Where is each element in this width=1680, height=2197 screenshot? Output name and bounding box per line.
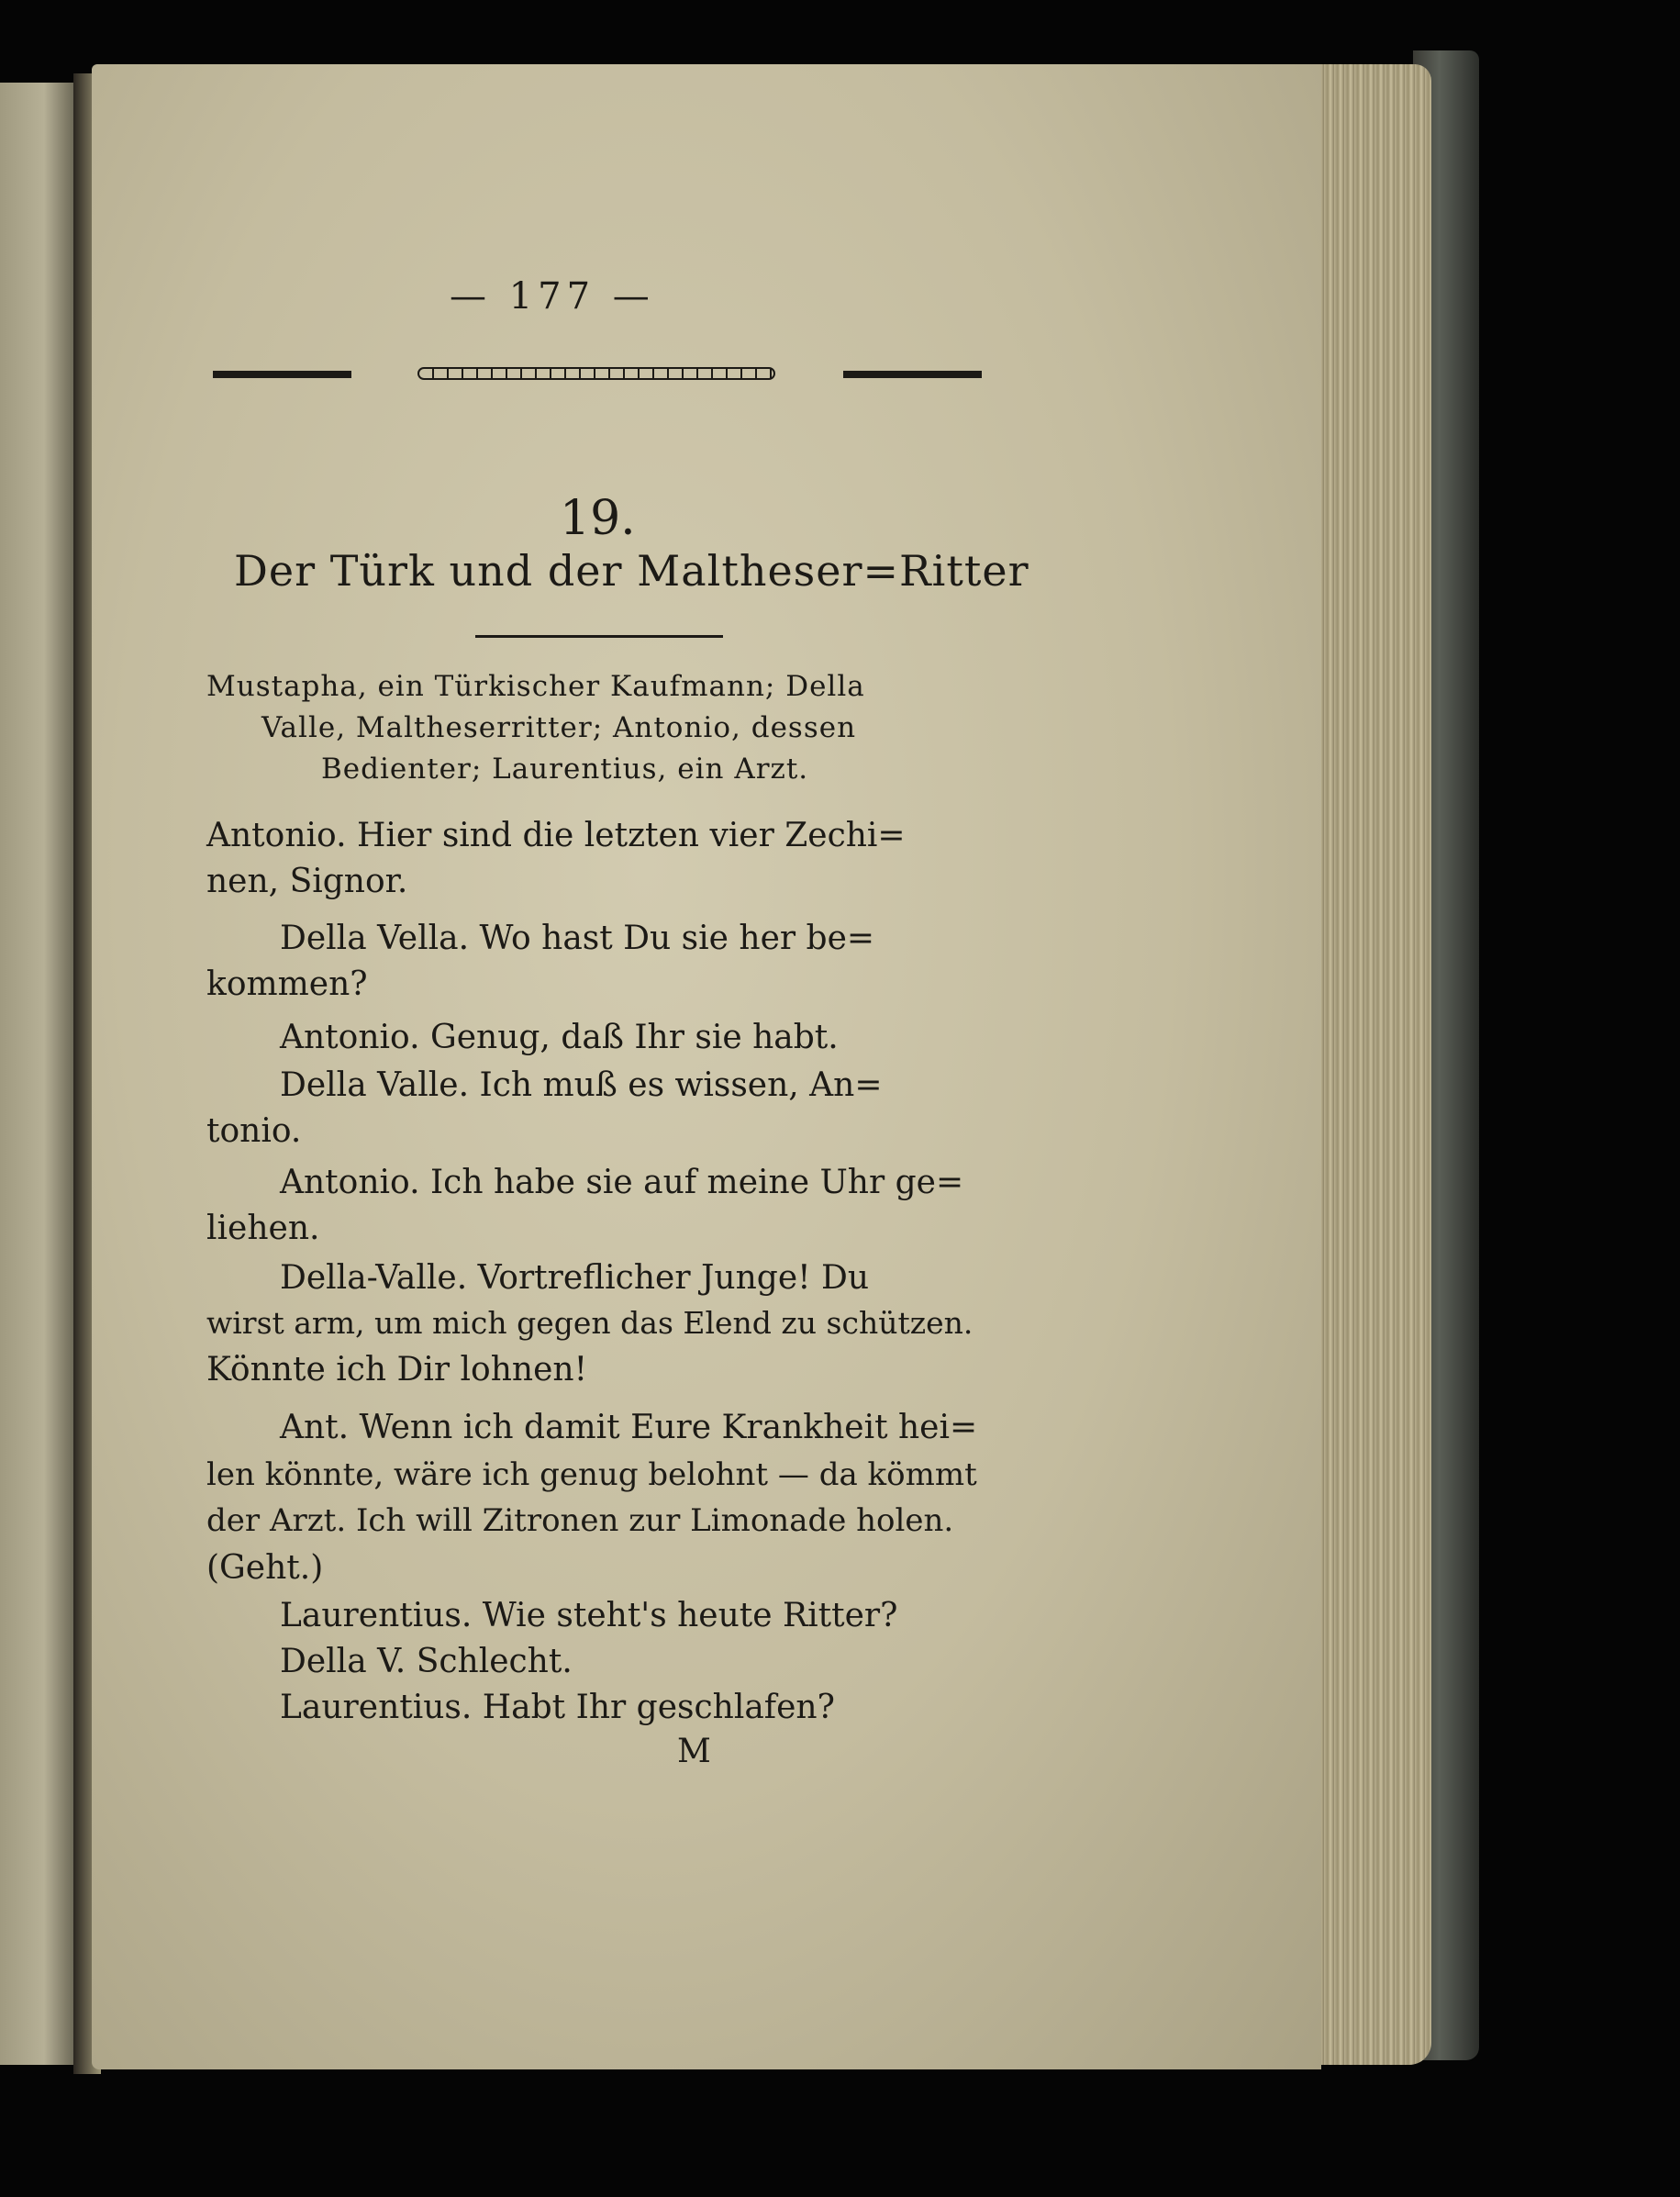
dialogue-line: Antonio. Ich habe sie auf meine Uhr ge= — [280, 1164, 964, 1201]
rule-ornament — [417, 367, 775, 380]
dialogue-line: wirst arm, um mich gegen das Elend zu schützen. — [206, 1305, 974, 1341]
dialogue-line: tonio. — [206, 1112, 302, 1150]
dialogue-line: Antonio. Hier sind die letzten vier Zechi= — [206, 817, 906, 854]
page-number: — 177 — — [450, 275, 655, 318]
dialogue-line: Laurentius. Habt Ihr geschlafen? — [280, 1689, 835, 1726]
dialogue-line: Della Vella. Wo hast Du sie her be= — [280, 920, 875, 957]
cast-line: Bedienter; Laurentius, ein Arzt. — [321, 753, 809, 786]
dialogue-line: nen, Signor. — [206, 863, 408, 900]
dialogue-line: Della-Valle. Vortreflicher Junge! Du — [280, 1259, 870, 1297]
cast-line: Mustapha, ein Türkischer Kaufmann; Della — [206, 670, 865, 703]
dialogue-line: kommen? — [206, 965, 368, 1003]
dialogue-line: len könnte, wäre ich genug belohnt — da kömmt — [206, 1456, 977, 1493]
dialogue-line: Laurentius. Wie steht's heute Ritter? — [280, 1597, 898, 1634]
catchword: M — [677, 1733, 711, 1770]
dialogue-line: Della V. Schlecht. — [280, 1643, 573, 1680]
dialogue-line: Ant. Wenn ich damit Eure Krankheit hei= — [280, 1409, 978, 1446]
dialogue-line: Könnte ich Dir lohnen! — [206, 1351, 588, 1388]
title-rule — [475, 635, 723, 638]
dialogue-line: Della Valle. Ich muß es wissen, An= — [280, 1066, 883, 1104]
dialogue-line: Antonio. Genug, daß Ihr sie habt. — [280, 1019, 839, 1056]
cast-line: Valle, Maltheserritter; Antonio, dessen — [261, 711, 857, 744]
dialogue-line: liehen. — [206, 1210, 320, 1247]
dialogue-line: der Arzt. Ich will Zitronen zur Limonade holen. — [206, 1502, 954, 1539]
dialogue-line: (Geht.) — [206, 1549, 324, 1587]
chapter-number: 19. — [560, 491, 636, 546]
facing-page-edge — [0, 83, 73, 2065]
chapter-title: Der Türk und der Maltheser=Ritter — [234, 546, 1029, 596]
